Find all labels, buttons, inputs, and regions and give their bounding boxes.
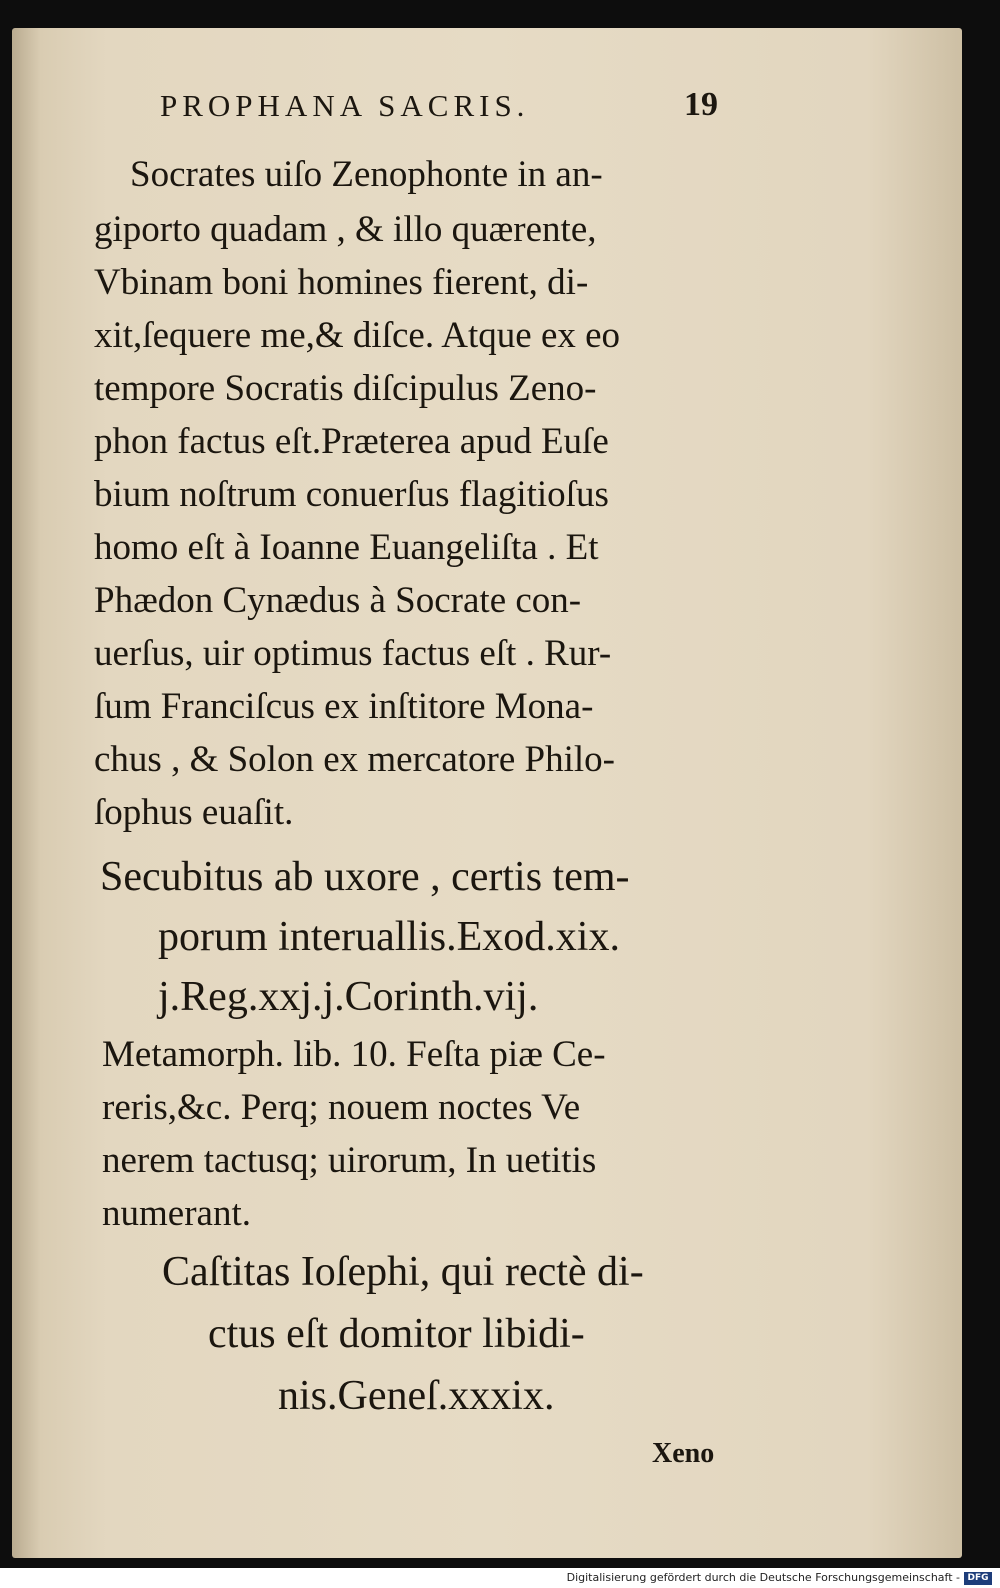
- text-line: xit,ſequere me,& diſce. Atque ex eo: [94, 315, 621, 356]
- heading-line: j.Reg.xxj.j.Corinth.vij.: [158, 974, 539, 1020]
- page-content: [12, 28, 962, 1558]
- dfg-logo: DFG: [964, 1572, 992, 1585]
- text-line: homo eſt à Ioanne Euangeliſta . Et: [94, 527, 599, 568]
- text-line: uerſus, uir optimus factus eſt . Rur-: [94, 633, 612, 674]
- book-page: [12, 28, 962, 1558]
- text-line: phon factus eſt.Præterea apud Euſe: [94, 421, 609, 462]
- heading-line: Caſtitas Ioſephi, qui rectè di-: [162, 1249, 644, 1295]
- text-line: numerant.: [102, 1193, 251, 1234]
- heading-line: porum interuallis.Exod.xix.: [158, 914, 620, 960]
- text-line: Metamorph. lib. 10. Feſta piæ Ce-: [102, 1034, 606, 1075]
- text-line: Phædon Cynædus à Socrate con-: [94, 580, 582, 621]
- footer-credit: Digitalisierung gefördert durch die Deutsche Forschungsgemeinschaft -: [566, 1571, 960, 1584]
- running-head: PROPHANA SACRIS.: [160, 88, 530, 123]
- heading-line: ctus eſt domitor libidi-: [208, 1311, 585, 1357]
- text-line: ſophus euaſit.: [94, 792, 294, 833]
- text-line: giporto quadam , & illo quærente,: [94, 209, 597, 250]
- text-line: Vbinam boni homines fierent, di-: [94, 262, 589, 303]
- text-line: chus , & Solon ex mercatore Philo-: [94, 739, 615, 780]
- heading-line: nis.Geneſ.xxxix.: [278, 1373, 555, 1419]
- text-line: Socrates uiſo Zenophonte in an-: [130, 154, 603, 195]
- text-line: bium noſtrum conuerſus flagitioſus: [94, 474, 609, 515]
- catchword: Xeno: [652, 1438, 715, 1469]
- text-line: tempore Socratis diſcipulus Zeno-: [94, 368, 597, 409]
- text-line: nerem tactusq; uirorum, In uetitis: [102, 1140, 597, 1181]
- page-number: 19: [684, 86, 718, 123]
- heading-line: Secubitus ab uxore , certis tem-: [100, 854, 630, 900]
- text-line: reris,&c. Perq; nouem noctes Ve: [102, 1087, 581, 1128]
- text-line: ſum Franciſcus ex inſtitore Mona-: [94, 686, 594, 727]
